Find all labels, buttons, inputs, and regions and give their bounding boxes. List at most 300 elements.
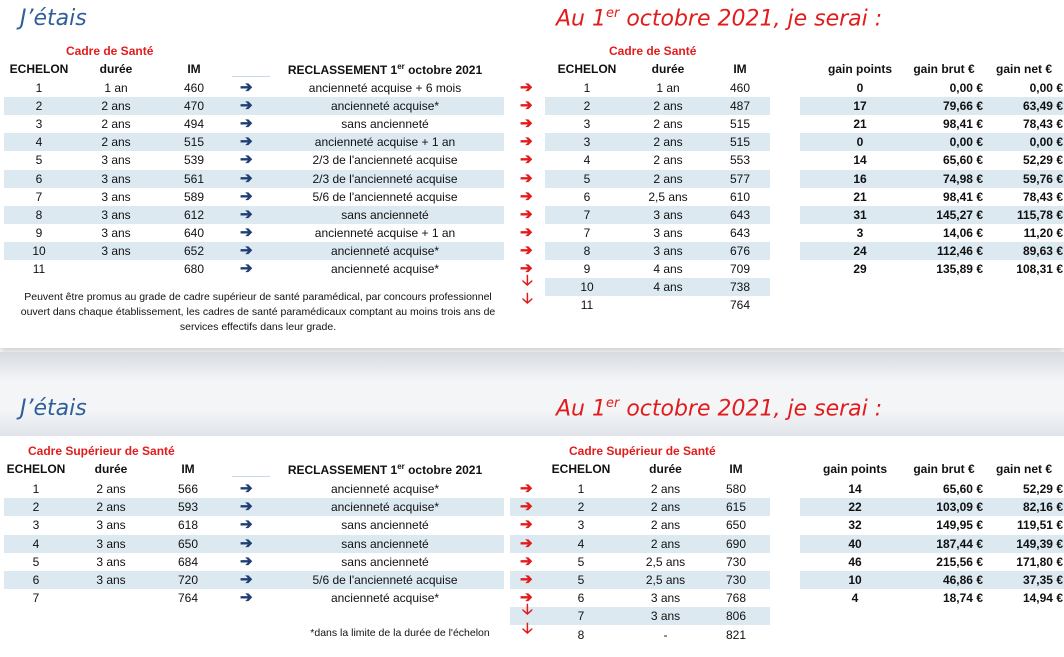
cell-gain-brut: 187,44 € (936, 536, 983, 551)
arrow-right-icon: ➔ (520, 205, 533, 223)
cell-im-old: 561 (183, 171, 205, 186)
cell-gain-brut: 215,56 € (936, 554, 983, 569)
s1-header-gain-points: gain points (828, 62, 892, 76)
cell-gain-brut: 74,98 € (942, 171, 983, 186)
s1-header-gain-net: gain net € (995, 62, 1052, 76)
cell-echelon-new: 2 (577, 500, 585, 515)
cell-echelon-new: 5 (577, 554, 585, 569)
cell-echelon-new: 6 (577, 591, 585, 606)
cell-im-old: 720 (177, 573, 199, 587)
cell-gain-net: 63,49 € (1022, 99, 1063, 114)
cell-echelon-old: 6 (35, 171, 43, 186)
cell-reclassement: sans ancienneté (341, 554, 429, 569)
cell-echelon-old: 7 (32, 591, 40, 606)
table-row-new (545, 79, 770, 97)
arrow-down-icon: 🡣 (522, 272, 533, 290)
arrow-right-icon: ➔ (240, 187, 253, 205)
cell-gain-brut: 145,27 € (936, 207, 983, 222)
cell-echelon-new: 4 (577, 536, 585, 551)
cell-duree-new: - (663, 627, 668, 642)
cell-echelon-old: 9 (35, 225, 43, 240)
gain-row (800, 151, 1064, 169)
cell-echelon-old: 3 (35, 117, 43, 132)
cell-gain-points: 46 (848, 554, 862, 569)
cell-duree-old: 2 ans (96, 500, 126, 515)
cell-reclassement: 5/6 de l'ancienneté acquise (312, 573, 458, 587)
cell-echelon-new: 11 (580, 298, 594, 313)
table-row-new (510, 589, 770, 607)
cell-duree-old: 2 ans (96, 482, 126, 496)
table-row-old (4, 571, 504, 589)
cell-echelon-old: 4 (32, 536, 40, 551)
cell-gain-points: 0 (856, 135, 864, 150)
cell-echelon-new: 8 (583, 243, 591, 258)
cell-reclassement: ancienneté acquise* (330, 591, 440, 606)
cell-gain-brut: 98,41 € (942, 117, 983, 132)
table-row-old (4, 97, 504, 115)
cell-echelon-new: 7 (583, 207, 591, 222)
cell-gain-brut: 14,06 € (942, 225, 983, 240)
cell-im-old: 650 (177, 536, 199, 551)
table-row-old (4, 151, 504, 169)
cell-gain-brut: 0,00 € (949, 135, 983, 150)
cell-im-new: 764 (729, 298, 751, 313)
cell-reclassement: sans ancienneté (341, 518, 429, 533)
cell-echelon-old: 1 (32, 482, 40, 496)
cell-duree-old: 1 an (104, 81, 128, 95)
s2-header-duree-old: durée (94, 462, 128, 476)
arrow-right-icon: ➔ (520, 571, 533, 588)
cell-im-new: 730 (725, 554, 747, 569)
table-row-old (4, 206, 504, 224)
table-row-new (545, 170, 770, 188)
cell-duree-new: 2,5 ans (648, 189, 688, 204)
cell-im-new: 676 (729, 243, 751, 258)
heading-after-1: Au 1er octobre 2021, je serai : (556, 6, 883, 32)
cell-echelon-old: 7 (35, 189, 43, 204)
cell-im-new: 690 (725, 536, 747, 551)
cell-gain-net: 171,80 € (1016, 554, 1063, 569)
cell-duree-old: 3 ans (101, 189, 131, 204)
cell-gain-points: 4 (851, 591, 859, 606)
cell-duree-old: 2 ans (101, 135, 131, 150)
arrow-right-icon: ➔ (240, 223, 253, 241)
table-row-new-extra (545, 296, 770, 314)
cell-duree-old (80, 260, 152, 278)
heading-after-2: Au 1er octobre 2021, je serai : (556, 396, 883, 422)
cell-duree-new: 2 ans (650, 518, 681, 533)
cell-im-new: 580 (725, 482, 747, 496)
cell-echelon-new: 9 (583, 262, 591, 276)
cell-reclassement: 2/3 de l'ancienneté acquise (312, 171, 458, 186)
cell-gain-points: 24 (853, 243, 867, 258)
arrow-right-icon: ➔ (240, 97, 253, 115)
arrow-right-icon: ➔ (520, 169, 533, 187)
cell-gain-brut: 135,89 € (936, 262, 983, 276)
cell-gain-net: 89,63 € (1022, 243, 1063, 258)
table-row-new (510, 553, 770, 571)
cell-duree-new: 3 ans (650, 591, 681, 606)
cell-gain-brut: 65,60 € (942, 153, 983, 168)
cell-gain-brut: 46,86 € (942, 573, 983, 587)
table-row-new (510, 498, 770, 516)
cell-im-new: 515 (729, 117, 751, 132)
arrow-right-icon: ➔ (240, 241, 253, 259)
cell-gain-net: 11,20 € (1023, 225, 1063, 240)
cell-duree-old: 3 ans (101, 225, 131, 240)
arrow-down-icon: 🡣 (522, 290, 533, 308)
arrow-right-icon: ➔ (240, 169, 253, 187)
arrow-right-icon: ➔ (240, 205, 253, 223)
arrow-right-icon: ➔ (520, 516, 533, 534)
cell-echelon-old: 1 (35, 81, 43, 95)
table-row-new-extra (510, 607, 770, 625)
cell-gain-net: 82,16 € (1022, 500, 1063, 515)
s2-header-im-old: IM (181, 462, 195, 476)
arrow-right-icon: ➔ (520, 115, 533, 133)
arrow-right-icon: ➔ (240, 552, 253, 570)
s2-header-reclassement: RECLASSEMENT 1er octobre 2021 (287, 462, 483, 477)
arrow-right-icon: ➔ (520, 589, 533, 607)
heading-before-2: J’étais (20, 396, 87, 421)
gain-row (800, 79, 1064, 97)
cell-duree-old: 3 ans (101, 243, 131, 258)
gain-row (800, 589, 1064, 607)
cell-im-new: 738 (729, 280, 751, 295)
cell-gain-net: 149,39 € (1016, 536, 1063, 551)
cell-echelon-old: 8 (35, 207, 43, 222)
arrow-right-icon: ➔ (240, 133, 253, 151)
gain-row (800, 260, 1064, 278)
gain-row (800, 516, 1064, 534)
cell-echelon-old: 2 (32, 500, 40, 515)
arrow-right-icon: ➔ (520, 498, 533, 516)
table-row-old (4, 79, 504, 97)
arrow-right-icon: ➔ (520, 187, 533, 205)
arrow-right-icon: ➔ (520, 480, 533, 497)
arrow-right-icon: ➔ (520, 79, 533, 96)
cell-echelon-old: 11 (32, 262, 46, 276)
gain-row (800, 242, 1064, 260)
cell-reclassement: ancienneté acquise + 1 an (314, 225, 456, 240)
cell-echelon-new: 3 (583, 117, 591, 132)
cell-gain-points: 40 (848, 536, 862, 551)
cell-reclassement: 2/3 de l'ancienneté acquise (312, 153, 458, 168)
table-row-old (4, 170, 504, 188)
cell-duree-new: 3 ans (650, 609, 681, 624)
gain-row (800, 97, 1064, 115)
arrow-right-icon: ➔ (520, 534, 533, 552)
cell-im-old: 593 (177, 500, 199, 515)
cell-im-new: 643 (729, 207, 751, 222)
header-separator (232, 476, 270, 477)
s2-header-echelon-old: ECHELON (6, 462, 66, 476)
s2-header-gain-brut: gain brut € (913, 462, 975, 476)
table-row-new (545, 115, 770, 133)
cell-im-old: 539 (183, 153, 205, 168)
cell-echelon-new: 1 (577, 482, 585, 496)
gain-row (800, 170, 1064, 188)
table-row-old (4, 133, 504, 151)
cell-duree-new: 3 ans (653, 225, 683, 240)
cell-duree-old: 3 ans (96, 536, 126, 551)
cell-echelon-old: 2 (35, 99, 43, 114)
gain-row (800, 498, 1064, 516)
table-row-new (545, 151, 770, 169)
cell-im-old: 680 (183, 262, 205, 276)
table-row-old (4, 589, 504, 607)
arrow-right-icon: ➔ (240, 534, 253, 552)
cell-duree-new: 2 ans (653, 171, 683, 186)
table-row-new (545, 224, 770, 242)
cell-echelon-new: 7 (583, 225, 591, 240)
section-divider (0, 352, 1064, 436)
grade-title-old-1: Cadre de Santé (66, 44, 154, 58)
cell-gain-points: 31 (853, 207, 867, 222)
cell-gain-points: 21 (853, 117, 867, 132)
cell-duree-new: 3 ans (653, 207, 683, 222)
cell-duree-new: 2 ans (650, 536, 681, 551)
table-row-new (510, 535, 770, 553)
table-row-new-extra (545, 278, 770, 296)
arrow-right-icon: ➔ (520, 97, 533, 115)
cell-echelon-new: 7 (577, 609, 585, 624)
arrow-right-icon: ➔ (240, 498, 253, 516)
table-row-new (545, 242, 770, 260)
table-row-old (4, 498, 504, 516)
cell-reclassement: ancienneté acquise* (330, 482, 440, 496)
cell-reclassement: sans ancienneté (341, 207, 429, 222)
table-row-old (4, 260, 504, 278)
cell-duree-new: 2,5 ans (645, 573, 686, 587)
cell-echelon-new: 2 (583, 99, 591, 114)
cell-duree-new: 2 ans (653, 153, 683, 168)
arrow-right-icon: ➔ (240, 589, 253, 607)
table-row-new (545, 133, 770, 151)
cell-im-old: 652 (183, 243, 205, 258)
gain-row (800, 535, 1064, 553)
cell-duree-old: 2 ans (101, 99, 131, 114)
cell-im-old: 764 (177, 591, 199, 606)
cell-gain-net: 59,76 € (1022, 171, 1063, 186)
arrow-right-icon: ➔ (240, 79, 253, 96)
cell-echelon-new: 10 (580, 280, 594, 295)
table-row-old (4, 242, 504, 260)
header-separator (232, 76, 270, 77)
cell-gain-points: 32 (848, 518, 862, 533)
arrow-right-icon: ➔ (520, 552, 533, 570)
cell-echelon-new: 3 (583, 135, 591, 150)
grade-title-new-2: Cadre Supérieur de Santé (569, 444, 716, 458)
cell-echelon-old: 10 (32, 243, 46, 258)
arrow-down-icon: 🡣 (522, 601, 533, 619)
cell-im-new: 615 (725, 500, 747, 515)
cell-reclassement: ancienneté acquise* (330, 243, 440, 258)
cell-duree-new: 4 ans (653, 280, 683, 295)
arrow-right-icon: ➔ (240, 571, 253, 588)
table-row-old (4, 188, 504, 206)
table-row-new (510, 480, 770, 498)
cell-reclassement: sans ancienneté (341, 536, 429, 551)
cell-im-old: 566 (177, 482, 199, 496)
cell-reclassement: ancienneté acquise + 6 mois (308, 81, 462, 95)
cell-gain-net: 78,43 € (1022, 117, 1063, 132)
s1-header-echelon-new: ECHELON (557, 62, 617, 76)
cell-gain-brut: 112,46 € (936, 243, 983, 258)
cell-duree-new: 2 ans (653, 117, 683, 132)
s1-header-reclassement: RECLASSEMENT 1er octobre 2021 (287, 62, 483, 77)
s1-header-im-old: IM (187, 62, 201, 76)
gain-row (800, 206, 1064, 224)
arrow-right-icon: ➔ (520, 133, 533, 151)
cell-duree-new: 2 ans (650, 500, 681, 515)
cell-duree-new (628, 296, 708, 314)
cell-echelon-old: 4 (35, 135, 43, 150)
s2-header-duree-new: durée (649, 462, 682, 476)
s1-header-echelon-old: ECHELON (9, 62, 69, 76)
cell-im-new: 487 (729, 99, 751, 114)
cell-gain-points: 10 (848, 573, 862, 587)
cell-im-old: 470 (183, 99, 205, 114)
cell-duree-new: 3 ans (653, 243, 683, 258)
promotion-note: Peuvent être promus au grade de cadre supérieur de santé paramédical, par concours professionnel ouvert dans chaque établissement, les cadres de santé paramédicaux comptant au moins trois ans de services effectifs dans leur grade. (20, 291, 496, 333)
arrow-right-icon: ➔ (520, 260, 533, 277)
gain-row (800, 188, 1064, 206)
s1-header-duree-old: durée (99, 62, 133, 76)
grade-title-new-1: Cadre de Santé (609, 44, 697, 58)
cell-gain-brut: 103,09 € (936, 500, 983, 515)
cell-gain-net: 52,29 € (1022, 482, 1063, 496)
cell-gain-net: 52,29 € (1022, 153, 1063, 168)
cell-duree-old: 2 ans (101, 117, 131, 132)
s2-header-im-new: IM (729, 462, 743, 476)
table-row-new (545, 97, 770, 115)
table-row-old (4, 224, 504, 242)
s1-header-duree-new: durée (651, 62, 685, 76)
cell-im-new: 643 (729, 225, 751, 240)
cell-gain-brut: 79,66 € (942, 99, 983, 114)
cell-gain-brut: 98,41 € (942, 189, 983, 204)
cell-gain-points: 21 (853, 189, 867, 204)
table-row-new (510, 571, 770, 589)
heading-before-1: J’étais (20, 6, 87, 31)
cell-echelon-new: 5 (583, 171, 591, 186)
cell-echelon-old: 5 (35, 153, 43, 168)
cell-duree-old (75, 589, 147, 607)
cell-im-new: 806 (725, 609, 747, 624)
table-row-old (4, 115, 504, 133)
table-row-old (4, 535, 504, 553)
table-row-new (510, 516, 770, 534)
arrow-right-icon: ➔ (520, 241, 533, 259)
cell-gain-points: 22 (848, 500, 862, 515)
cell-echelon-new: 6 (583, 189, 591, 204)
cell-im-new: 553 (729, 153, 751, 168)
cell-gain-points: 3 (856, 225, 864, 240)
cell-duree-new: 2 ans (650, 482, 681, 496)
cell-gain-net: 119,51 € (1016, 518, 1063, 533)
cell-im-new: 768 (725, 591, 747, 606)
cell-im-old: 612 (183, 207, 205, 222)
cell-reclassement: ancienneté acquise* (330, 99, 440, 114)
cell-im-new: 515 (729, 135, 751, 150)
cell-im-new: 577 (729, 171, 751, 186)
cell-gain-net: 0,00 € (1029, 81, 1063, 95)
grade-title-old-2: Cadre Supérieur de Santé (28, 444, 175, 458)
cell-echelon-old: 5 (32, 554, 40, 569)
s2-header-echelon-new: ECHELON (551, 462, 611, 476)
cell-gain-net: 108,31 € (1016, 262, 1063, 276)
cell-duree-new: 1 an (656, 81, 680, 95)
cell-im-new: 610 (729, 189, 751, 204)
gain-row (800, 480, 1064, 498)
gain-row (800, 224, 1064, 242)
cell-echelon-old: 3 (32, 518, 40, 533)
cell-gain-net: 14,94 € (1022, 591, 1063, 606)
cell-gain-points: 14 (848, 482, 862, 496)
cell-duree-new: 4 ans (653, 262, 683, 276)
s2-header-gain-points: gain points (823, 462, 887, 476)
cell-echelon-old: 6 (32, 573, 40, 587)
cell-reclassement: 5/6 de l'ancienneté acquise (312, 189, 458, 204)
arrow-right-icon: ➔ (240, 260, 253, 277)
cell-gain-points: 16 (853, 171, 867, 186)
gain-row (800, 553, 1064, 571)
cell-reclassement: ancienneté acquise* (330, 262, 440, 276)
cell-im-old: 494 (183, 117, 205, 132)
cell-duree-old: 3 ans (96, 573, 126, 587)
cell-im-old: 515 (183, 135, 205, 150)
cell-gain-points: 29 (853, 262, 867, 276)
cell-duree-old: 3 ans (96, 518, 126, 533)
cell-gain-points: 17 (853, 99, 867, 114)
gain-row (800, 115, 1064, 133)
cell-im-new: 730 (725, 573, 747, 587)
cell-im-old: 460 (183, 81, 205, 95)
table-row-new (545, 188, 770, 206)
cell-gain-brut: 0,00 € (949, 81, 983, 95)
arrow-right-icon: ➔ (240, 516, 253, 534)
cell-duree-old: 3 ans (101, 207, 131, 222)
arrow-right-icon: ➔ (520, 151, 533, 169)
table-row-old (4, 516, 504, 534)
cell-im-old: 618 (177, 518, 199, 533)
cell-gain-net: 78,43 € (1022, 189, 1063, 204)
cell-gain-brut: 18,74 € (942, 591, 983, 606)
cell-reclassement: ancienneté acquise* (330, 500, 440, 515)
cell-im-new: 709 (729, 262, 751, 276)
arrow-right-icon: ➔ (240, 151, 253, 169)
cell-duree-old: 3 ans (101, 171, 131, 186)
table-row-new (545, 206, 770, 224)
table-row-new (545, 260, 770, 278)
table-row-old (4, 480, 504, 498)
cell-gain-points: 14 (853, 153, 867, 168)
cell-echelon-new: 5 (577, 573, 585, 587)
cell-im-old: 640 (183, 225, 205, 240)
s1-header-gain-brut: gain brut € (913, 62, 975, 76)
cell-echelon-new: 1 (583, 81, 591, 95)
cell-gain-net: 37,35 € (1022, 573, 1063, 587)
cell-duree-old: 3 ans (101, 153, 131, 168)
cell-echelon-new: 3 (577, 518, 585, 533)
cell-duree-new: 2 ans (653, 135, 683, 150)
footnote: *dans la limite de la durée de l'échelon (310, 627, 490, 639)
cell-duree-new: 2,5 ans (645, 554, 686, 569)
arrow-right-icon: ➔ (240, 115, 253, 133)
cell-echelon-new: 4 (583, 153, 591, 168)
cell-im-old: 684 (177, 554, 199, 569)
